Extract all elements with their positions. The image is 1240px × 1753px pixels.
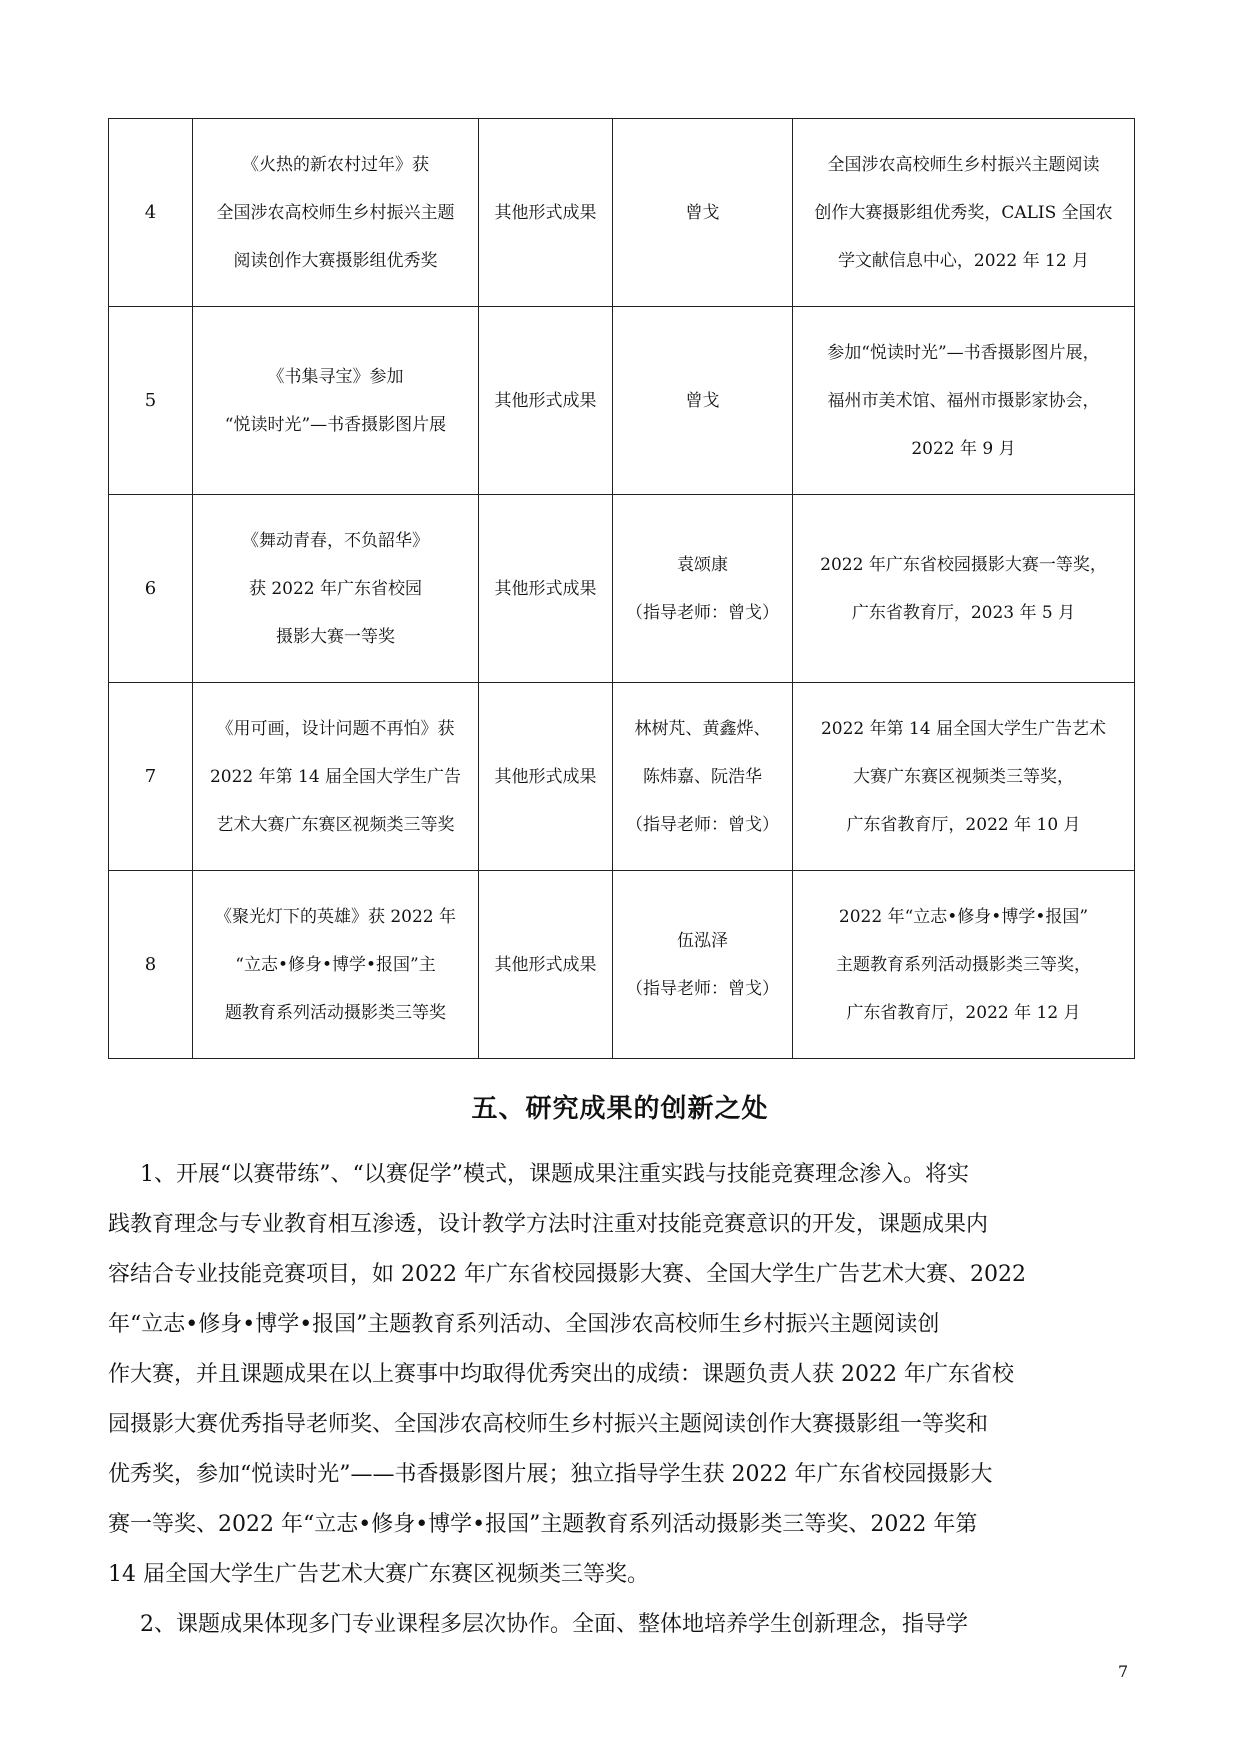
table-row bbox=[109, 495, 1135, 683]
table-row bbox=[109, 871, 1135, 1059]
achievement-title: 《舞动青春，不负韶华》 获 2022 年广东省校园 摄影大赛一等奖 bbox=[193, 495, 479, 683]
achievement-title: 《书集寻宝》参加 “悦读时光”—书香摄影图片展 bbox=[193, 307, 479, 495]
achievement-type: 其他形式成果 bbox=[479, 307, 613, 495]
achievement-author: 曾戈 bbox=[613, 119, 793, 307]
table-row bbox=[109, 119, 1135, 307]
award-info: 2022 年“立志•修身•博学•报国” 主题教育系列活动摄影类三等奖， 广东省教育厅，2022 年 12 月 bbox=[793, 871, 1135, 1059]
achievement-author: 曾戈 bbox=[613, 307, 793, 495]
achievement-author: 袁颂康 （指导老师：曾戈） bbox=[613, 495, 793, 683]
achievement-type: 其他形式成果 bbox=[479, 119, 613, 307]
achievement-type: 其他形式成果 bbox=[479, 683, 613, 871]
row-number: 7 bbox=[109, 683, 193, 871]
achievement-type: 其他形式成果 bbox=[479, 495, 613, 683]
achievement-author: 林树芃、黄鑫烨、 陈炜嘉、阮浩华 （指导老师：曾戈） bbox=[613, 683, 793, 871]
achievement-author: 伍泓泽 （指导老师：曾戈） bbox=[613, 871, 793, 1059]
row-number: 6 bbox=[109, 495, 193, 683]
achievement-title: 《用可画，设计问题不再怕》获 2022 年第 14 届全国大学生广告 艺术大赛广东赛区视频类三等奖 bbox=[193, 683, 479, 871]
achievement-type: 其他形式成果 bbox=[479, 871, 613, 1059]
award-info: 2022 年广东省校园摄影大赛一等奖， 广东省教育厅，2023 年 5 月 bbox=[793, 495, 1135, 683]
results-table bbox=[108, 118, 1135, 1059]
table-row bbox=[109, 307, 1135, 495]
award-info: 2022 年第 14 届全国大学生广告艺术 大赛广东赛区视频类三等奖， 广东省教育厅，2022 年 10 月 bbox=[793, 683, 1135, 871]
row-number: 8 bbox=[109, 871, 193, 1059]
section-title: 五、研究成果的创新之处 bbox=[471, 1094, 769, 1124]
award-info: 全国涉农高校师生乡村振兴主题阅读 创作大赛摄影组优秀奖，CALIS 全国农 学文献信息中心，2022 年 12 月 bbox=[793, 119, 1135, 307]
page-number: 7 bbox=[1118, 1662, 1129, 1681]
paragraph-1: 1、开展“以赛带练”、“以赛促学”模式，课题成果注重实践与技能竞赛理念渗入。将实 践教育理念与专业教育相互渗透，设计教学方法时注重对技能竞赛意识的开发，课题成果内 容结合专业技能竞赛项目，如 2022 年广东省校园摄影大赛、全国大学生广告艺术大赛、2022 年“立志•修身•博学•报国”主题教育系列活动、全国涉农高校师生乡村振兴主题阅读创 作大赛，并且课题成果在以上赛事中均取得优秀突出的成绩：课题负责人获 2022 年广东省校 园摄影大赛优秀指导老师奖、全国涉农高校师生乡村振兴主题阅读创作大赛摄影组一等奖和 优秀奖，参加“悦读时光”——书香摄影图片展；独立指导学生获 2022 年广东省校园摄影大 赛一等奖、2022 年“立志•修身•博学•报国”主题教育系列活动摄影类三等奖、2022 年第 14 届全国大学生广告艺术大赛广东赛区视频类三等奖。 bbox=[108, 1162, 1026, 1587]
paragraph-2: 2、课题成果体现多门专业课程多层次协作。全面、整体地培养学生创新理念，指导学 bbox=[140, 1612, 968, 1637]
table-row bbox=[109, 683, 1135, 871]
achievement-title: 《聚光灯下的英雄》获 2022 年 “立志•修身•博学•报国”主 题教育系列活动摄影类三等奖 bbox=[193, 871, 479, 1059]
award-info: 参加“悦读时光”—书香摄影图片展， 福州市美术馆、福州市摄影家协会， 2022 年 9 月 bbox=[793, 307, 1135, 495]
achievement-title: 《火热的新农村过年》获 全国涉农高校师生乡村振兴主题 阅读创作大赛摄影组优秀奖 bbox=[193, 119, 479, 307]
row-number: 4 bbox=[109, 119, 193, 307]
row-number: 5 bbox=[109, 307, 193, 495]
